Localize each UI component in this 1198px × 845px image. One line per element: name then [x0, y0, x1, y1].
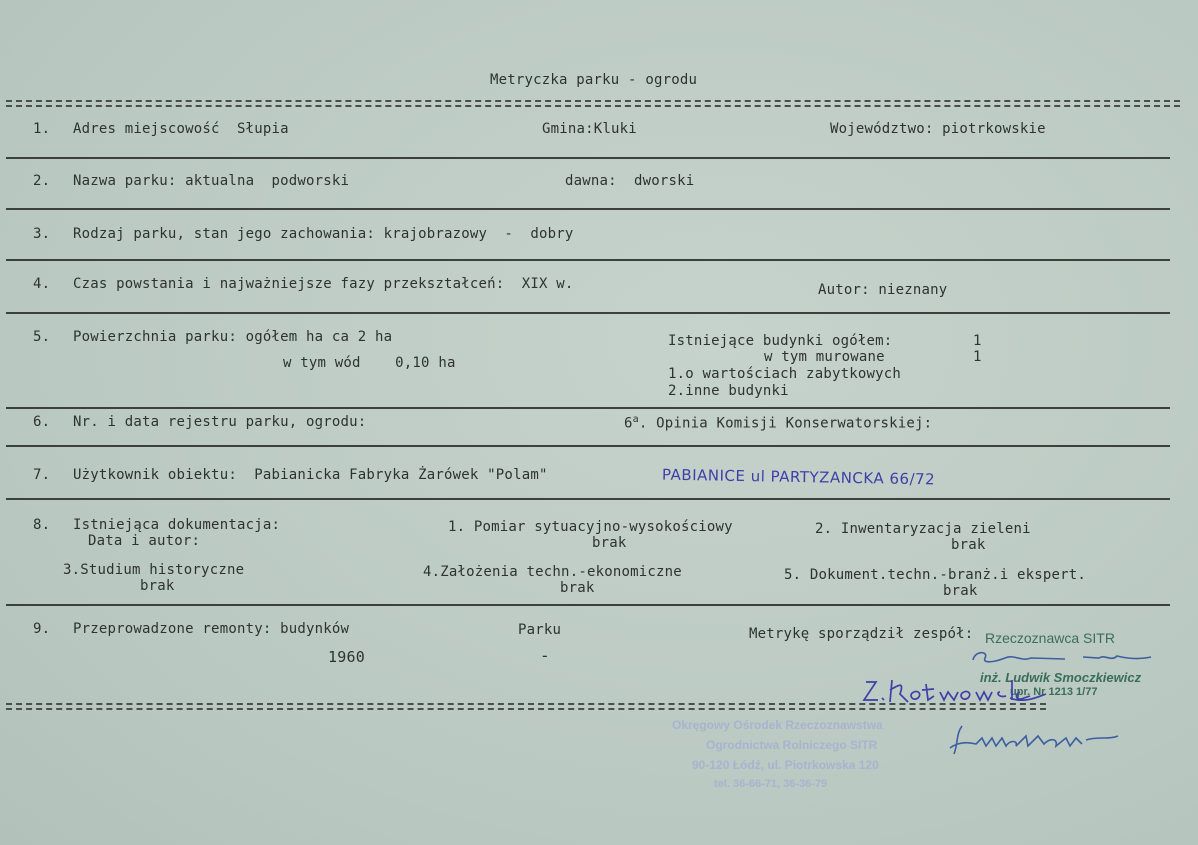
row-5-masonry: w tym murowane — [764, 349, 885, 365]
row-5-area-total: Powierzchnia parku: ogółem ha ca 2 ha — [73, 329, 393, 345]
row-7-object-user: Użytkownik obiektu: Pabianicka Fabryka Żarówek "Polam" — [73, 467, 548, 483]
row-1-gmina: Gmina:Kluki — [542, 121, 637, 137]
header-double-rule — [6, 100, 1180, 107]
row-9-prepared-by: Metrykę sporządził zespół: — [749, 626, 974, 642]
row-8-expert-documents: 5. Dokument.techn.-branż.i ekspert. — [784, 567, 1087, 583]
row-4-origin-time: Czas powstania i najważniejsze fazy przekształceń: XIX w. — [73, 276, 574, 292]
signature-icon — [948, 722, 1128, 758]
row-divider — [6, 604, 1170, 606]
row-divider — [6, 498, 1170, 500]
row-6a-commission-opinion: . Opinia Komisji Konserwatorskiej: — [638, 415, 933, 432]
row-8-historical-study-value: brak — [140, 578, 175, 594]
row-2-former-name: dawna: dworski — [565, 173, 695, 189]
office-stamp-line-1: Okręgowy Ośrodek Rzeczoznawstwa — [672, 718, 883, 732]
row-divider — [6, 157, 1170, 159]
row-divider — [6, 312, 1170, 314]
row-6-number: 6. — [33, 414, 51, 430]
row-8-expert-documents-value: brak — [943, 583, 978, 599]
row-8-date-author: Data i autor: — [88, 533, 201, 549]
row-7-number: 7. — [33, 467, 51, 483]
row-9-park: Parku — [518, 622, 562, 638]
sitr-signature-icon — [965, 648, 1165, 670]
row-8-tech-econ-assumptions-value: brak — [560, 580, 595, 596]
row-5-water-area: w tym wód 0,10 ha — [283, 355, 456, 371]
row-divider — [6, 407, 1170, 409]
row-3-number: 3. — [33, 226, 51, 242]
row-8-survey: 1. Pomiar sytuacyjno-wysokościowy — [448, 519, 733, 535]
row-9-buildings-year: 1960 — [328, 648, 365, 666]
handwritten-signature-2 — [948, 722, 1128, 762]
footer-double-rule — [6, 703, 1046, 710]
row-2-number: 2. — [33, 173, 51, 189]
row-5-buildings-total-value: 1 — [973, 333, 982, 349]
form-title: Metryczka parku - ogrodu — [490, 72, 698, 88]
row-2-park-name: Nazwa parku: aktualna podworski — [73, 173, 350, 189]
row-9-number: 9. — [33, 621, 51, 637]
row-divider — [6, 445, 1170, 447]
office-stamp-line-2: Ogrodnictwa Rolniczego SITR — [706, 738, 878, 752]
row-5-number: 5. — [33, 329, 51, 345]
office-stamp-line-4: tel. 36-66-71, 36-36-79 — [714, 778, 828, 790]
row-1-number: 1. — [33, 121, 51, 137]
row-5-masonry-value: 1 — [973, 349, 982, 365]
row-8-survey-value: brak — [592, 535, 627, 551]
sitr-stamp-licence: upr. Nr 1213 1/77 — [1010, 686, 1098, 698]
row-3-park-type: Rodzaj parku, stan jego zachowania: krajobrazowy - dobry — [73, 226, 574, 242]
row-4-author: Autor: nieznany — [818, 282, 948, 298]
row-8-documentation: Istniejąca dokumentacja: — [73, 517, 281, 533]
row-5-buildings-total: Istniejące budynki ogółem: — [668, 333, 893, 349]
row-5-historic-buildings: 1.o wartościach zabytkowych — [668, 366, 901, 382]
row-6-register: Nr. i data rejestru parku, ogrodu: — [73, 414, 367, 430]
row-8-historical-study: 3.Studium historyczne — [63, 562, 245, 578]
row-6a-digit: 6 — [624, 415, 633, 432]
row-4-number: 4. — [33, 276, 51, 292]
row-divider — [6, 208, 1170, 210]
row-9-renovations: Przeprowadzone remonty: budynków — [73, 621, 350, 637]
row-divider — [6, 259, 1170, 261]
row-9-park-value: - — [540, 646, 550, 665]
row-1-wojewodztwo: Województwo: piotrkowskie — [830, 121, 1046, 137]
sitr-stamp-name: inż. Ludwik Smoczkiewicz — [980, 670, 1142, 685]
row-8-greenery-inventory-value: brak — [951, 537, 986, 553]
row-6a-superscript: a — [632, 414, 639, 425]
row-8-tech-econ-assumptions: 4.Założenia techn.-ekonomiczne — [423, 564, 682, 580]
sitr-stamp-title: Rzeczoznawca SITR — [985, 630, 1115, 646]
row-8-greenery-inventory: 2. Inwentaryzacja zieleni — [815, 521, 1031, 537]
row-8-number: 8. — [33, 517, 51, 533]
office-stamp-line-3: 90-120 Łódź, ul. Piotrkowska 120 — [692, 758, 879, 772]
row-6a-number — [624, 414, 932, 432]
row-5-other-buildings: 2.inne budynki — [668, 383, 789, 399]
row-1-address: Adres miejscowość Słupia — [73, 121, 289, 137]
row-7-handwritten-address: PABIANICE ul PARTYZANCKA 66/72 — [661, 465, 936, 489]
